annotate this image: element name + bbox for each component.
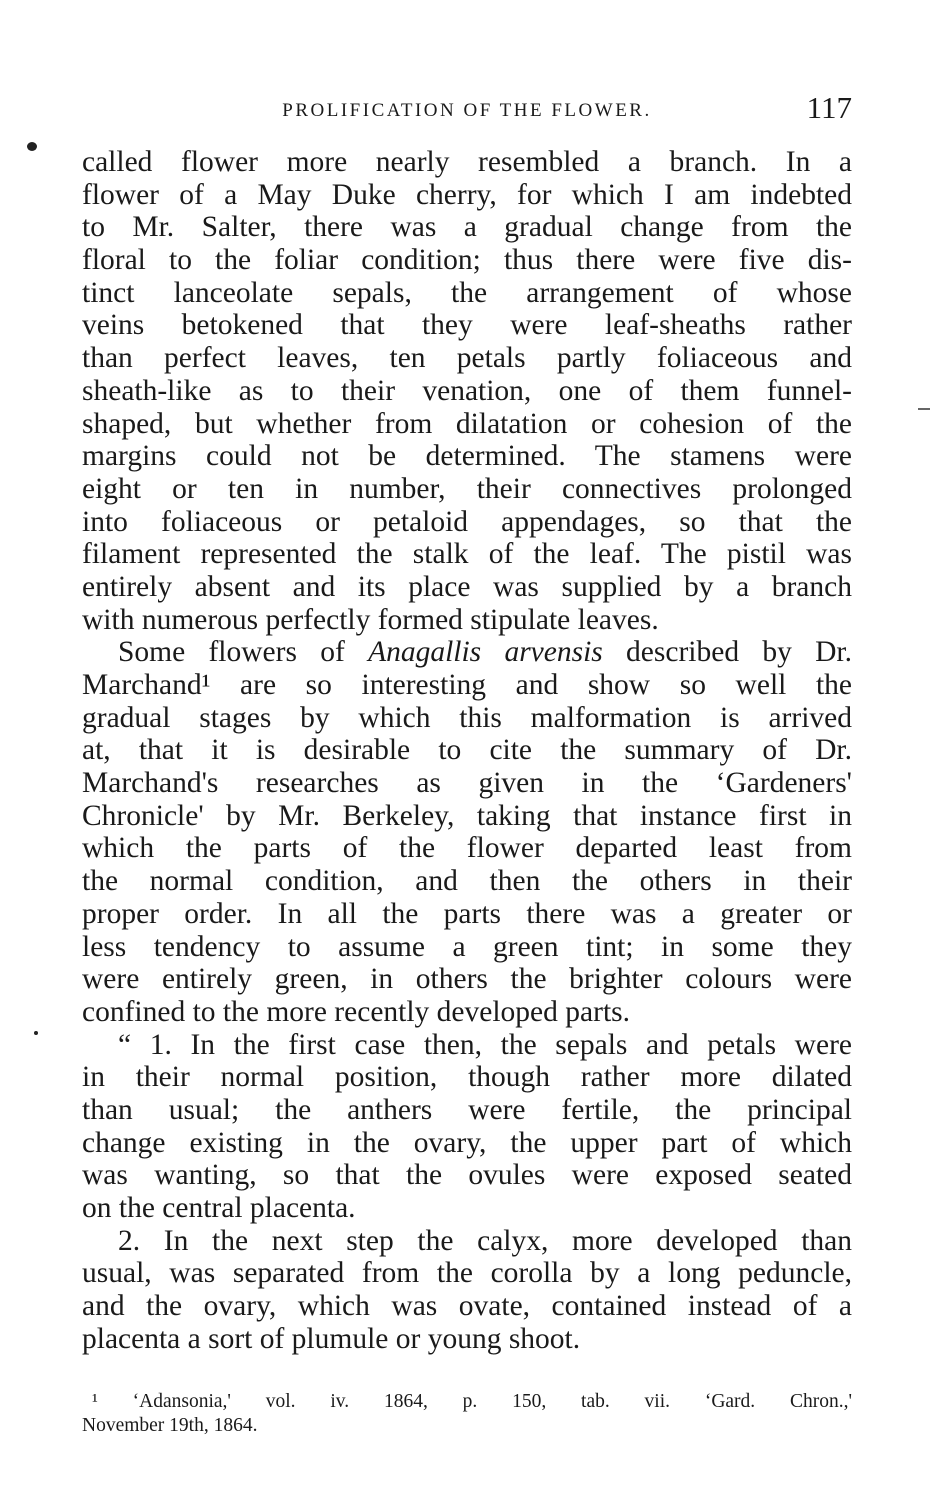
text-line: the normal condition, and then the others in their <box>82 865 852 898</box>
text-line: to Mr. Salter, there was a gradual change from the <box>82 211 852 244</box>
text-line: with numerous perfectly formed stipulate leaves. <box>82 603 659 636</box>
text-line: filament represented the stalk of the leaf. The pistil was <box>82 538 852 571</box>
text-line: shaped, but whether from dilatation or cohesion of the <box>82 407 852 440</box>
text-line: entirely absent and its place was supplied by a branch <box>82 570 852 603</box>
text-line: placenta a sort of plumule or young shoot. <box>82 1322 581 1355</box>
text-line: in their normal position, though rather more dilated <box>82 1061 852 1094</box>
text-line: on the central placenta. <box>82 1192 356 1224</box>
running-title: PROLIFICATION OF THE FLOWER. <box>282 100 652 121</box>
text-line: confined to the more recently developed parts. <box>82 995 630 1028</box>
text-line: Marchand¹ are so interesting and show so well the <box>82 669 852 701</box>
footnote-line: November 19th, 1864. <box>82 1415 258 1436</box>
footnotes <box>82 1390 852 1438</box>
text-line: and the ovary, which was ovate, contained instead of a <box>82 1290 852 1323</box>
text-line: than perfect leaves, ten petals partly foliaceous and <box>82 342 852 375</box>
footnote-line: ¹ ‘Adansonia,' vol. iv. 1864, p. 150, tab. vii. ‘Gard. Chron.,' <box>92 1391 852 1412</box>
text-line: floral to the foliar condition; thus there were five dis- <box>82 244 852 277</box>
page-number: 117 <box>806 90 852 125</box>
margin-mark <box>918 408 930 410</box>
text-line: at, that it is desirable to cite the summary of Dr. <box>82 734 852 767</box>
text-line: usual, was separated from the corolla by a long peduncle, <box>82 1257 852 1290</box>
text-line: proper order. In all the parts there was a greater or <box>82 897 852 930</box>
text-line: veins betokened that they were leaf-sheaths rather <box>82 309 852 342</box>
text-line: “ 1. In the first case then, the sepals and petals were <box>118 1028 852 1061</box>
text-line: Marchand's researches as given in the ‘Gardeners' <box>82 767 852 800</box>
text-line: Chronicle' by Mr. Berkeley, taking that instance first in <box>82 799 852 832</box>
species-name: Anagallis arvensis <box>368 636 603 669</box>
body-text <box>82 146 852 1355</box>
ink-speck <box>34 1031 38 1035</box>
text-line: called flower more nearly resembled a branch. In a <box>82 146 852 178</box>
text-line: than usual; the anthers were fertile, the principal <box>82 1093 852 1126</box>
text-line: 2. In the next step the calyx, more developed than <box>118 1224 852 1257</box>
text-line: was wanting, so that the ovules were exposed seated <box>82 1159 852 1192</box>
text-line: gradual stages by which this malformation is arrived <box>82 701 852 734</box>
text-line: tinct lanceolate sepals, the arrangement of whose <box>82 276 852 309</box>
text-line: change existing in the ovary, the upper part of which <box>82 1126 852 1159</box>
text-line: which the parts of the flower departed least from <box>82 832 852 865</box>
running-head <box>82 92 852 128</box>
text-line: margins could not be determined. The stamens were <box>82 440 852 473</box>
text-line: were entirely green, in others the brighter colours were <box>82 963 852 996</box>
ink-blot <box>27 142 37 151</box>
text-line: into foliaceous or petaloid appendages, so that the <box>82 505 852 538</box>
text-line: sheath-like as to their venation, one of them funnel- <box>82 374 852 407</box>
text-line: less tendency to assume a green tint; in some they <box>82 930 852 963</box>
text-line: eight or ten in number, their connectives prolonged <box>82 472 852 505</box>
text-line: Some flowers of Anagallis arvensis described by Dr. <box>118 636 852 669</box>
text-line: flower of a May Duke cherry, for which I am indebted <box>82 178 852 211</box>
